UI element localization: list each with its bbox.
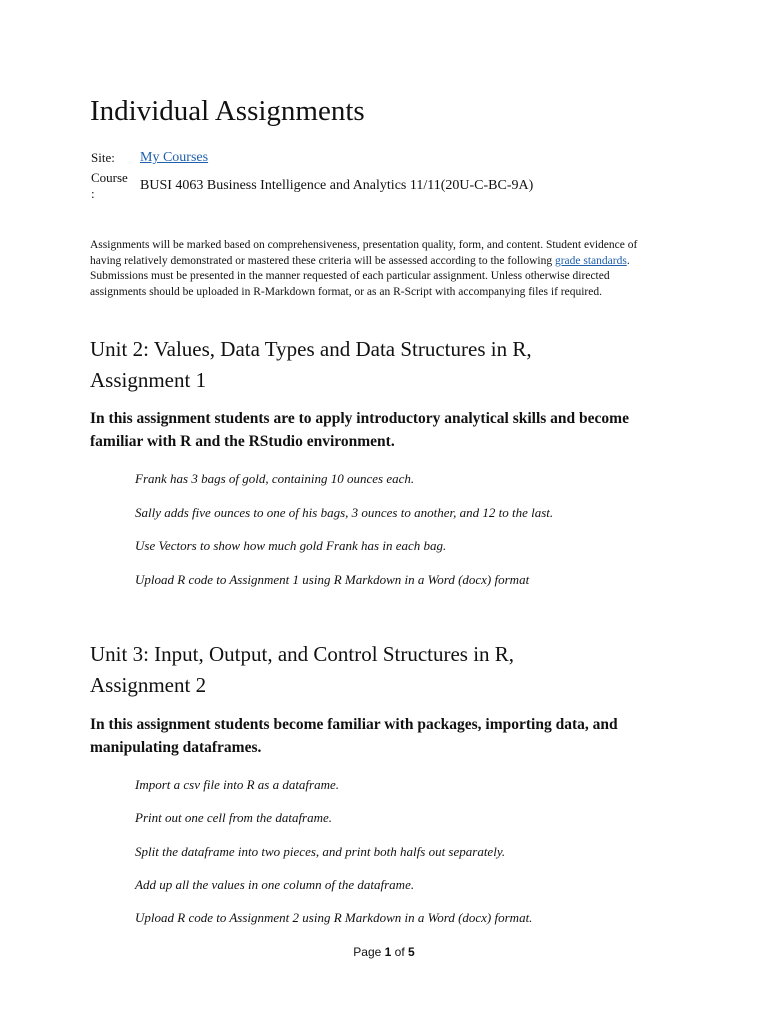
unit2-description: In this assignment students are to apply introductory analytical skills and become familiar with R and the RStudio environment.: [90, 410, 629, 450]
course-name: BUSI 4063 Business Intelligence and Analytics 11/11(20U-C-BC-9A): [140, 178, 534, 193]
unit3-heading: [90, 639, 610, 701]
unit3-task-5: Upload R code to Assignment 2 using R Markdown in a Word (docx) format.: [135, 910, 533, 925]
grade-standards-link[interactable]: grade standards: [554, 254, 627, 267]
page-total: 5: [408, 945, 415, 959]
unit2-task-2: Sally adds five ounces to one of his bags, 3 ounces to another, and 12 to the last.: [135, 505, 554, 520]
course-label: Course: [91, 170, 128, 185]
unit3-heading-line2: Assignment 2: [90, 673, 207, 697]
unit3-task-1: Import a csv file into R as a dataframe.: [135, 777, 340, 792]
unit2-heading-line1: Unit 2: Values, Data Types and Data Structures in R,: [90, 337, 532, 361]
unit2-task-4: Upload R code to Assignment 1 using R Markdown in a Word (docx) format: [135, 572, 530, 587]
site-label: Site:: [91, 150, 115, 165]
intro-paragraph: [90, 238, 660, 300]
unit2-heading-line2: Assignment 1: [90, 368, 207, 392]
unit2-heading: [90, 334, 610, 396]
unit3-task-3: Split the dataframe into two pieces, and print both halfs out separately.: [135, 844, 506, 859]
my-courses-link[interactable]: My Courses: [140, 150, 209, 165]
course-label-colon: :: [91, 186, 95, 201]
intro-text-part2: . Submissions must be presented in the manner requested of each particular assignment. Unless otherwise directed assignments should be uploaded in R-Markdown format, or as an R-Script with accompanying files if required.: [90, 254, 630, 298]
page-word: Page: [353, 945, 382, 959]
unit3-task-4: Add up all the values in one column of the dataframe.: [135, 877, 415, 892]
unit3-description: In this assignment students become familiar with packages, importing data, and manipulating dataframes.: [90, 716, 618, 756]
of-word: of: [394, 945, 405, 959]
unit2-task-1: Frank has 3 bags of gold, containing 10 ounces each.: [135, 471, 415, 486]
intro-text-part1: Assignments will be marked based on comprehensiveness, presentation quality, form, and content. Student evidence of having relatively demonstrated or mastered these criteria will be assessed according to the following: [90, 239, 638, 267]
unit3-task-2: Print out one cell from the dataframe.: [135, 810, 333, 825]
page-title: Individual Assignments: [90, 95, 365, 127]
page-footer: [0, 944, 768, 960]
unit2-task-3: Use Vectors to show how much gold Frank has in each bag.: [135, 538, 447, 553]
page-current: 1: [384, 945, 392, 959]
unit3-heading-line1: Unit 3: Input, Output, and Control Structures in R,: [90, 642, 515, 666]
